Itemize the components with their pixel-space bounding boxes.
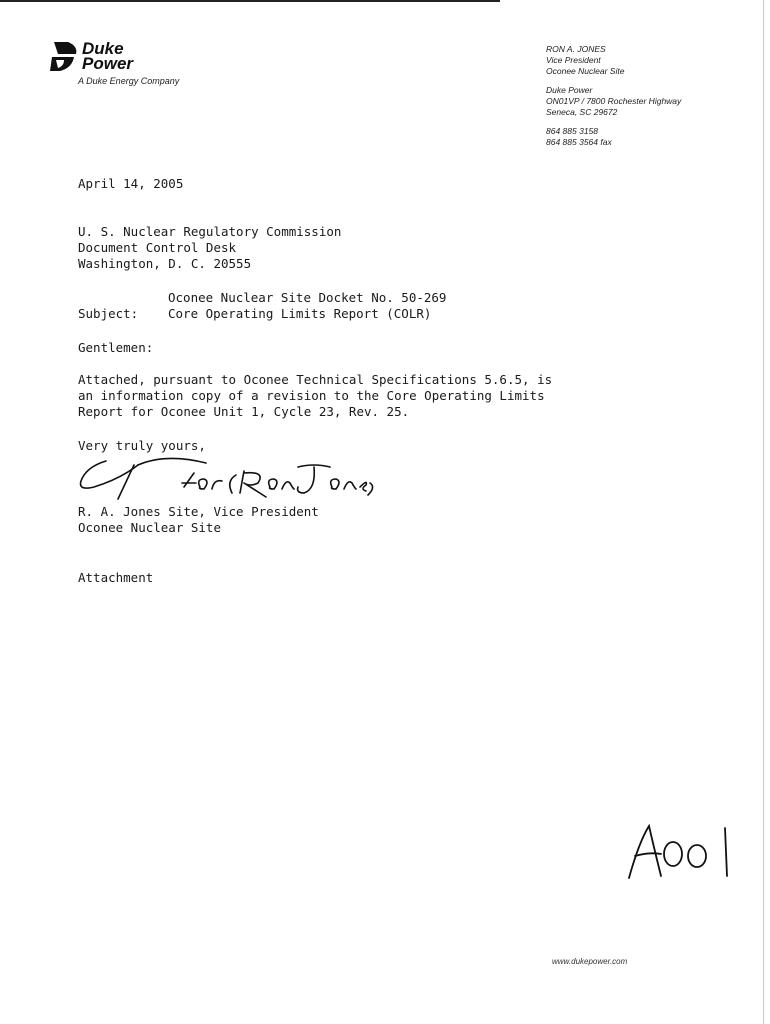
signer-line-2: Oconee Nuclear Site	[78, 520, 221, 535]
executive-name: RON A. JONES	[546, 44, 606, 54]
salutation: Gentlemen:	[78, 340, 154, 355]
company-name: Duke Power	[546, 85, 593, 95]
logo-word-power: Power	[82, 54, 134, 73]
executive-title: Vice President	[546, 55, 601, 65]
subject-line-1: Oconee Nuclear Site Docket No. 50-269	[168, 290, 447, 305]
page-edge-line	[763, 0, 764, 1024]
logo-word-duke: Duke	[82, 39, 124, 58]
executive-site: Oconee Nuclear Site	[546, 66, 625, 76]
address-line-1: ON01VP / 7800 Rochester Highway	[546, 96, 682, 106]
body-line-1: Attached, pursuant to Oconee Technical Specifications 5.6.5, is	[78, 372, 553, 387]
recipient-line-3: Washington, D. C. 20555	[78, 256, 252, 271]
letter-date: April 14, 2005	[78, 176, 184, 191]
executive-contact-block	[546, 44, 681, 148]
subject-label: Subject:	[78, 306, 139, 321]
footer-website: www.dukepower.com	[552, 957, 628, 966]
recipient-line-2: Document Control Desk	[78, 240, 237, 255]
attachment-note: Attachment	[78, 570, 154, 585]
handwritten-document-mark	[625, 822, 735, 880]
subject-line-2: Core Operating Limits Report (COLR)	[168, 306, 432, 321]
duke-power-flame-icon	[50, 40, 80, 74]
signer-line-1: R. A. Jones Site, Vice President	[78, 504, 319, 519]
body-line-3: Report for Oconee Unit 1, Cycle 23, Rev. 25.	[78, 404, 410, 419]
phone-number: 864 885 3158	[546, 126, 598, 136]
subject-block	[78, 290, 678, 370]
body-line-2: an information copy of a revision to the Core Operating Limits	[78, 388, 545, 403]
closing: Very truly yours,	[78, 438, 206, 453]
fax-number: 864 885 3564 fax	[546, 137, 612, 147]
logo-tagline: A Duke Energy Company	[78, 76, 180, 86]
recipient-line-1: U. S. Nuclear Regulatory Commission	[78, 224, 342, 239]
top-scan-rule	[0, 0, 500, 2]
handwritten-signature	[76, 447, 376, 505]
address-line-2: Seneca, SC 29672	[546, 107, 618, 117]
